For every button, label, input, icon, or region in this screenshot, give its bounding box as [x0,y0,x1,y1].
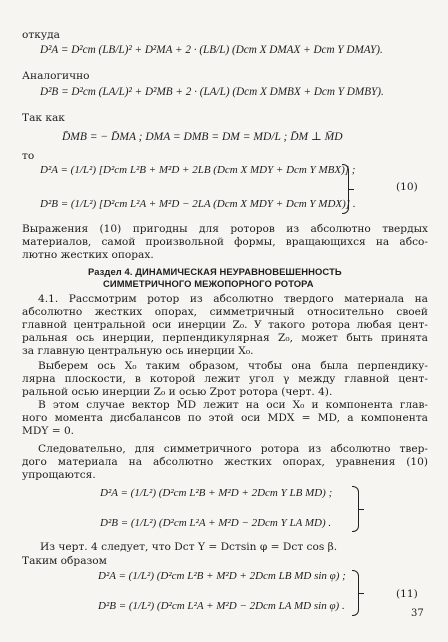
text-line: Выберем ось X₀ таким образом, чтобы она была перпендику- [38,360,428,372]
section-heading-line1: Раздел 4. ДИНАМИЧЕСКАЯ НЕУРАВНОВЕШЕННОСТЬ [88,266,342,277]
equation-number-11: (11) [396,588,418,600]
text-line: Так как [22,112,65,124]
text-line: за главную центральную ось инерции X₀. [22,345,254,357]
section-heading-line2: СИММЕТРИЧНОГО МЕЖОПОРНОГО РОТОРА [103,278,314,289]
text-line: ральной осью инерции Z₀ и осью Zрот ротора (черт. 4). [22,386,333,398]
text-line: то [22,150,35,162]
formula-system10-line2: D²B = (1/L²) [D²ст L²A + M²D − 2LA (Dст X MDY + Dст Y MDX)] . [40,198,356,210]
right-brace [352,486,359,532]
formula-da-squared: D²A = D²ст (LB/L)² + D²MA + 2 · (LB/L) (Dст X DMAX + Dст Y DMAY). [40,44,383,56]
text-line: Аналогично [22,70,90,82]
text-line: 4.1. Рассмотрим ротор из абсолютно твердого материала на [38,293,428,305]
formula-system10-line1: D²A = (1/L²) [D²ст L²B + M²D + 2LB (Dст X MDY + Dст Y MBX)] ; [40,164,356,176]
text-line: лярна плоскости, в которой лежит угол γ между главной цент- [22,373,428,385]
formula-system11-line1: D²A = (1/L²) (D²ст L²B + M²D + 2Dст LB MD sin φ) ; [98,570,346,582]
right-brace [352,570,359,616]
text-line: Следовательно, для симметричного ротора из абсолютно твер- [38,443,428,455]
text-line: главной центральной оси инерции Z₀. У такого ротора любая цент- [22,319,428,331]
text-line: откуда [22,29,60,41]
formula-dmb-relation: D̄MB = − D̄MA ; DMA = DMB = DM = MD/L ; D̄M ⊥ M̄D [62,131,343,143]
text-line: материалов, самой произвольной формы, вращающихся на абсо- [22,236,428,248]
page-number: 37 [411,608,424,619]
equation-number-10: (10) [396,181,418,193]
text-line: MDY = 0. [22,425,75,437]
text-line: ральная ось инерции, перпендикулярная Z₀, может быть принята [22,332,428,344]
text-line: упрощаются. [22,469,96,481]
formula-simplified-line2: D²B = (1/L²) (D²ст L²A + M²D − 2Dст Y LA MD) . [100,517,332,529]
text-line: абсолютно жестких опорах, симметричный относительно своей [22,306,428,318]
text-line: дого материала на абсолютно жестких опорах, уравнения (10) [22,456,428,468]
right-brace [342,164,349,214]
text-line: Таким образом [22,555,107,567]
text-line: В этом случае вектор M̄D лежит на оси X₀ и компонента глав- [38,399,428,411]
text-line: ного момента дисбалансов по этой оси MDX = MD, а компонента [22,412,428,424]
formula-system11-line2: D²B = (1/L²) (D²ст L²A + M²D − 2Dст LA MD sin φ) . [98,600,345,612]
formula-db-squared: D²B = D²ст (LA/L)² + D²MB + 2 · (LA/L) (Dст X DMBX + Dст Y DMBY). [40,86,384,98]
formula-simplified-line1: D²A = (1/L²) (D²ст L²B + M²D + 2Dст Y LB MD) ; [100,487,333,499]
text-line: Выражения (10) пригодны для роторов из абсолютно твердых [22,223,428,235]
text-line: Из черт. 4 следует, что Dст Y = Dстsin φ = Dст cos β. [40,541,338,553]
text-line: лютно жестких опорах. [22,249,154,261]
